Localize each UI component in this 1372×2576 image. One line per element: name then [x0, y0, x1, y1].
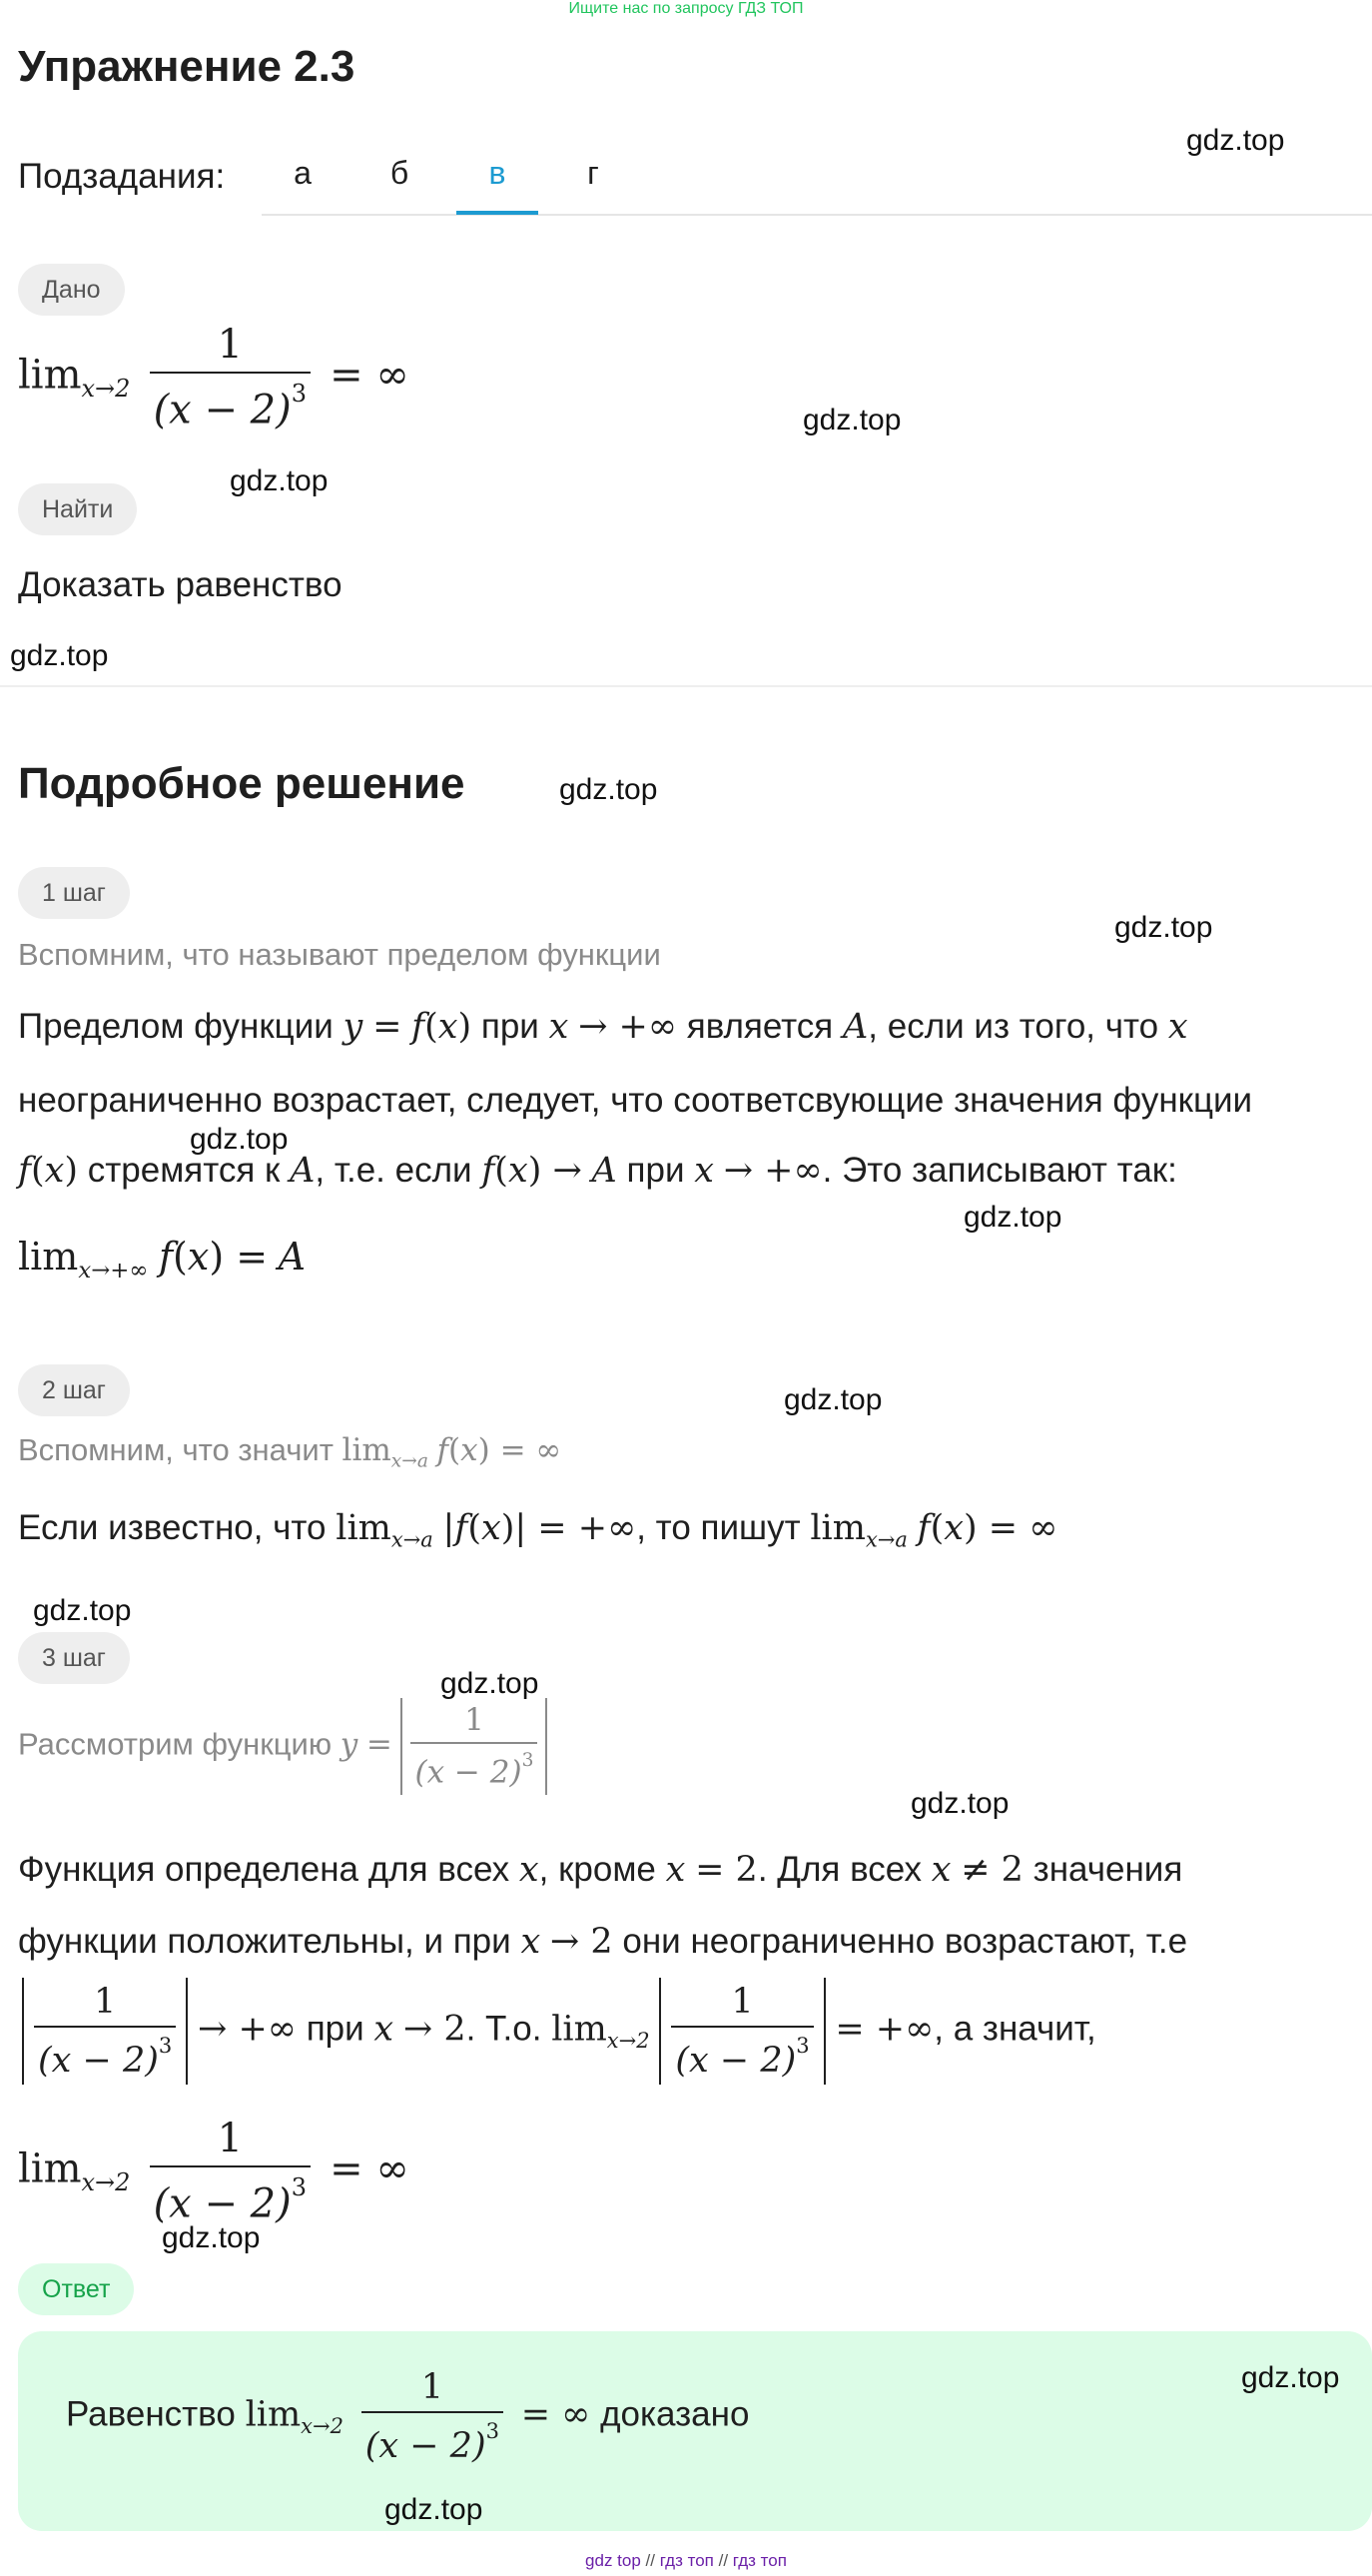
watermark: gdz.top	[1186, 124, 1285, 157]
step1-text8: при	[626, 1151, 685, 1190]
step1-badge: 1 шаг	[18, 867, 130, 919]
step1-line2: неограниченно возрастает, следует, что соответсвующие значения функции	[18, 1081, 1253, 1120]
tab-b[interactable]: б	[389, 155, 409, 191]
search-hint: Ищите нас по запросу ГДЗ ТОП	[568, 0, 804, 17]
watermark: gdz.top	[230, 464, 329, 497]
step1-text3: является	[686, 1007, 834, 1046]
given-formula: $\lim_{x\to 2}$ $\frac{1}{(x - 2)^3}$ = ∞	[18, 322, 409, 433]
step3-hint-text: Рассмотрим функцию	[18, 1726, 333, 1762]
solution-heading: Подробное решение	[18, 759, 465, 808]
step1-hint: Вспомним, что называют пределом функции	[18, 937, 661, 972]
step3-text7: при	[306, 2009, 364, 2049]
step3-line1: Функция определена для всех x, кроме x = 2. Для всех x ≠ 2 значения	[18, 1850, 1183, 1890]
step2-text2: , то пишут	[636, 1508, 801, 1547]
step3-text1: Функция определена для всех	[18, 1850, 510, 1889]
answer-text2: доказано	[600, 2394, 750, 2434]
find-text: Доказать равенство	[18, 565, 343, 604]
answer-badge: Ответ	[18, 2263, 134, 2315]
subtasks-underline	[262, 214, 1372, 216]
footer-link[interactable]: гдз топ	[659, 2551, 714, 2570]
page-title: Упражнение 2.3	[18, 42, 355, 91]
step3-text3: . Для всех	[757, 1850, 922, 1889]
step3-text5: функции положительны, и при	[18, 1922, 511, 1961]
section-divider	[0, 685, 1372, 687]
footer-link[interactable]: gdz top	[585, 2551, 641, 2570]
step1-text1: Пределом функции	[18, 1007, 334, 1046]
watermark: gdz.top	[964, 1201, 1062, 1234]
watermark: gdz.top	[33, 1594, 132, 1627]
watermark: gdz.top	[784, 1383, 883, 1416]
step3-text8: . Т.о.	[465, 2009, 542, 2049]
tab-active-indicator	[456, 211, 538, 215]
watermark: gdz.top	[1114, 911, 1213, 944]
footer-links	[0, 2551, 1372, 2571]
step3-line3: $\frac{1}{(x - 2)^3}$ → +∞ при x → 2. Т.о. $\lim_{x\to 2}$ $\frac{1}{(x - 2)^3}$ = +∞, а значит,	[18, 1978, 1096, 2085]
step1-text9: . Это записывают так:	[822, 1151, 1177, 1190]
step1-text6: стремятся к	[87, 1151, 281, 1190]
watermark: gdz.top	[10, 639, 109, 672]
step2-hint-text: Вспомним, что значит	[18, 1432, 334, 1467]
tab-v[interactable]: в	[488, 155, 506, 191]
step1-text2: при	[480, 1007, 539, 1046]
find-badge: Найти	[18, 483, 137, 535]
footer-link[interactable]: гдз топ	[732, 2551, 787, 2570]
step1-line3: f(x) стремятся к A, т.е. если f(x) → A при x → +∞. Это записывают так:	[18, 1151, 1177, 1191]
step2-line1: Если известно, что $\lim_{x\to a} |f(x)|$ = +∞, то пишут $\lim_{x\to a} f(x)$ = ∞	[18, 1508, 1058, 1552]
watermark: gdz.top	[911, 1787, 1010, 1820]
watermark: gdz.top	[1241, 2361, 1340, 2394]
footer-sep: //	[718, 2551, 729, 2570]
tab-a[interactable]: а	[294, 155, 312, 191]
watermark: gdz.top	[162, 2221, 261, 2254]
subtasks-label: Подзадания:	[18, 157, 226, 196]
given-badge: Дано	[18, 264, 125, 316]
watermark: gdz.top	[440, 1667, 539, 1700]
step3-formula: $\lim_{x\to 2}$ $\frac{1}{(x - 2)^3}$ = ∞	[18, 2116, 409, 2227]
step3-hint: Рассмотрим функцию y = $\frac{1}{(x - 2)^3}$	[18, 1698, 547, 1795]
footer-sep: //	[645, 2551, 655, 2570]
step3-text2: , кроме	[538, 1850, 656, 1889]
step3-text6: они неограниченно возрастают, т.е	[622, 1922, 1188, 1961]
step1-text7: , т.е. если	[315, 1151, 472, 1190]
step3-line2: функции положительны, и при x → 2 они неограниченно возрастают, т.е	[18, 1922, 1188, 1962]
watermark: gdz.top	[803, 404, 902, 436]
step2-text1: Если известно, что	[18, 1508, 327, 1547]
step1-line1: Пределом функции y = f(x) при x → +∞ является A, если из того, что x	[18, 1007, 1188, 1047]
watermark: gdz.top	[190, 1123, 289, 1156]
tab-g[interactable]: г	[587, 155, 599, 191]
watermark: gdz.top	[559, 773, 658, 806]
step3-text9: , а значит,	[934, 2009, 1096, 2049]
step3-text4: значения	[1032, 1850, 1183, 1889]
step2-badge: 2 шаг	[18, 1364, 130, 1416]
answer-text1: Равенство	[66, 2394, 236, 2434]
step1-formula: $\lim_{x\to+\infty} f(x) = A$	[18, 1235, 307, 1284]
answer-text: Равенство $\lim_{x\to 2}$ $\frac{1}{(x - 2)^3}$ = ∞ доказано	[66, 2367, 750, 2466]
step3-badge: 3 шаг	[18, 1632, 130, 1684]
step2-hint: Вспомним, что значит $\lim_{x\to a} f(x)$ = ∞	[18, 1432, 562, 1472]
step1-text4: , если из того, что	[868, 1007, 1159, 1046]
watermark: gdz.top	[384, 2493, 483, 2526]
